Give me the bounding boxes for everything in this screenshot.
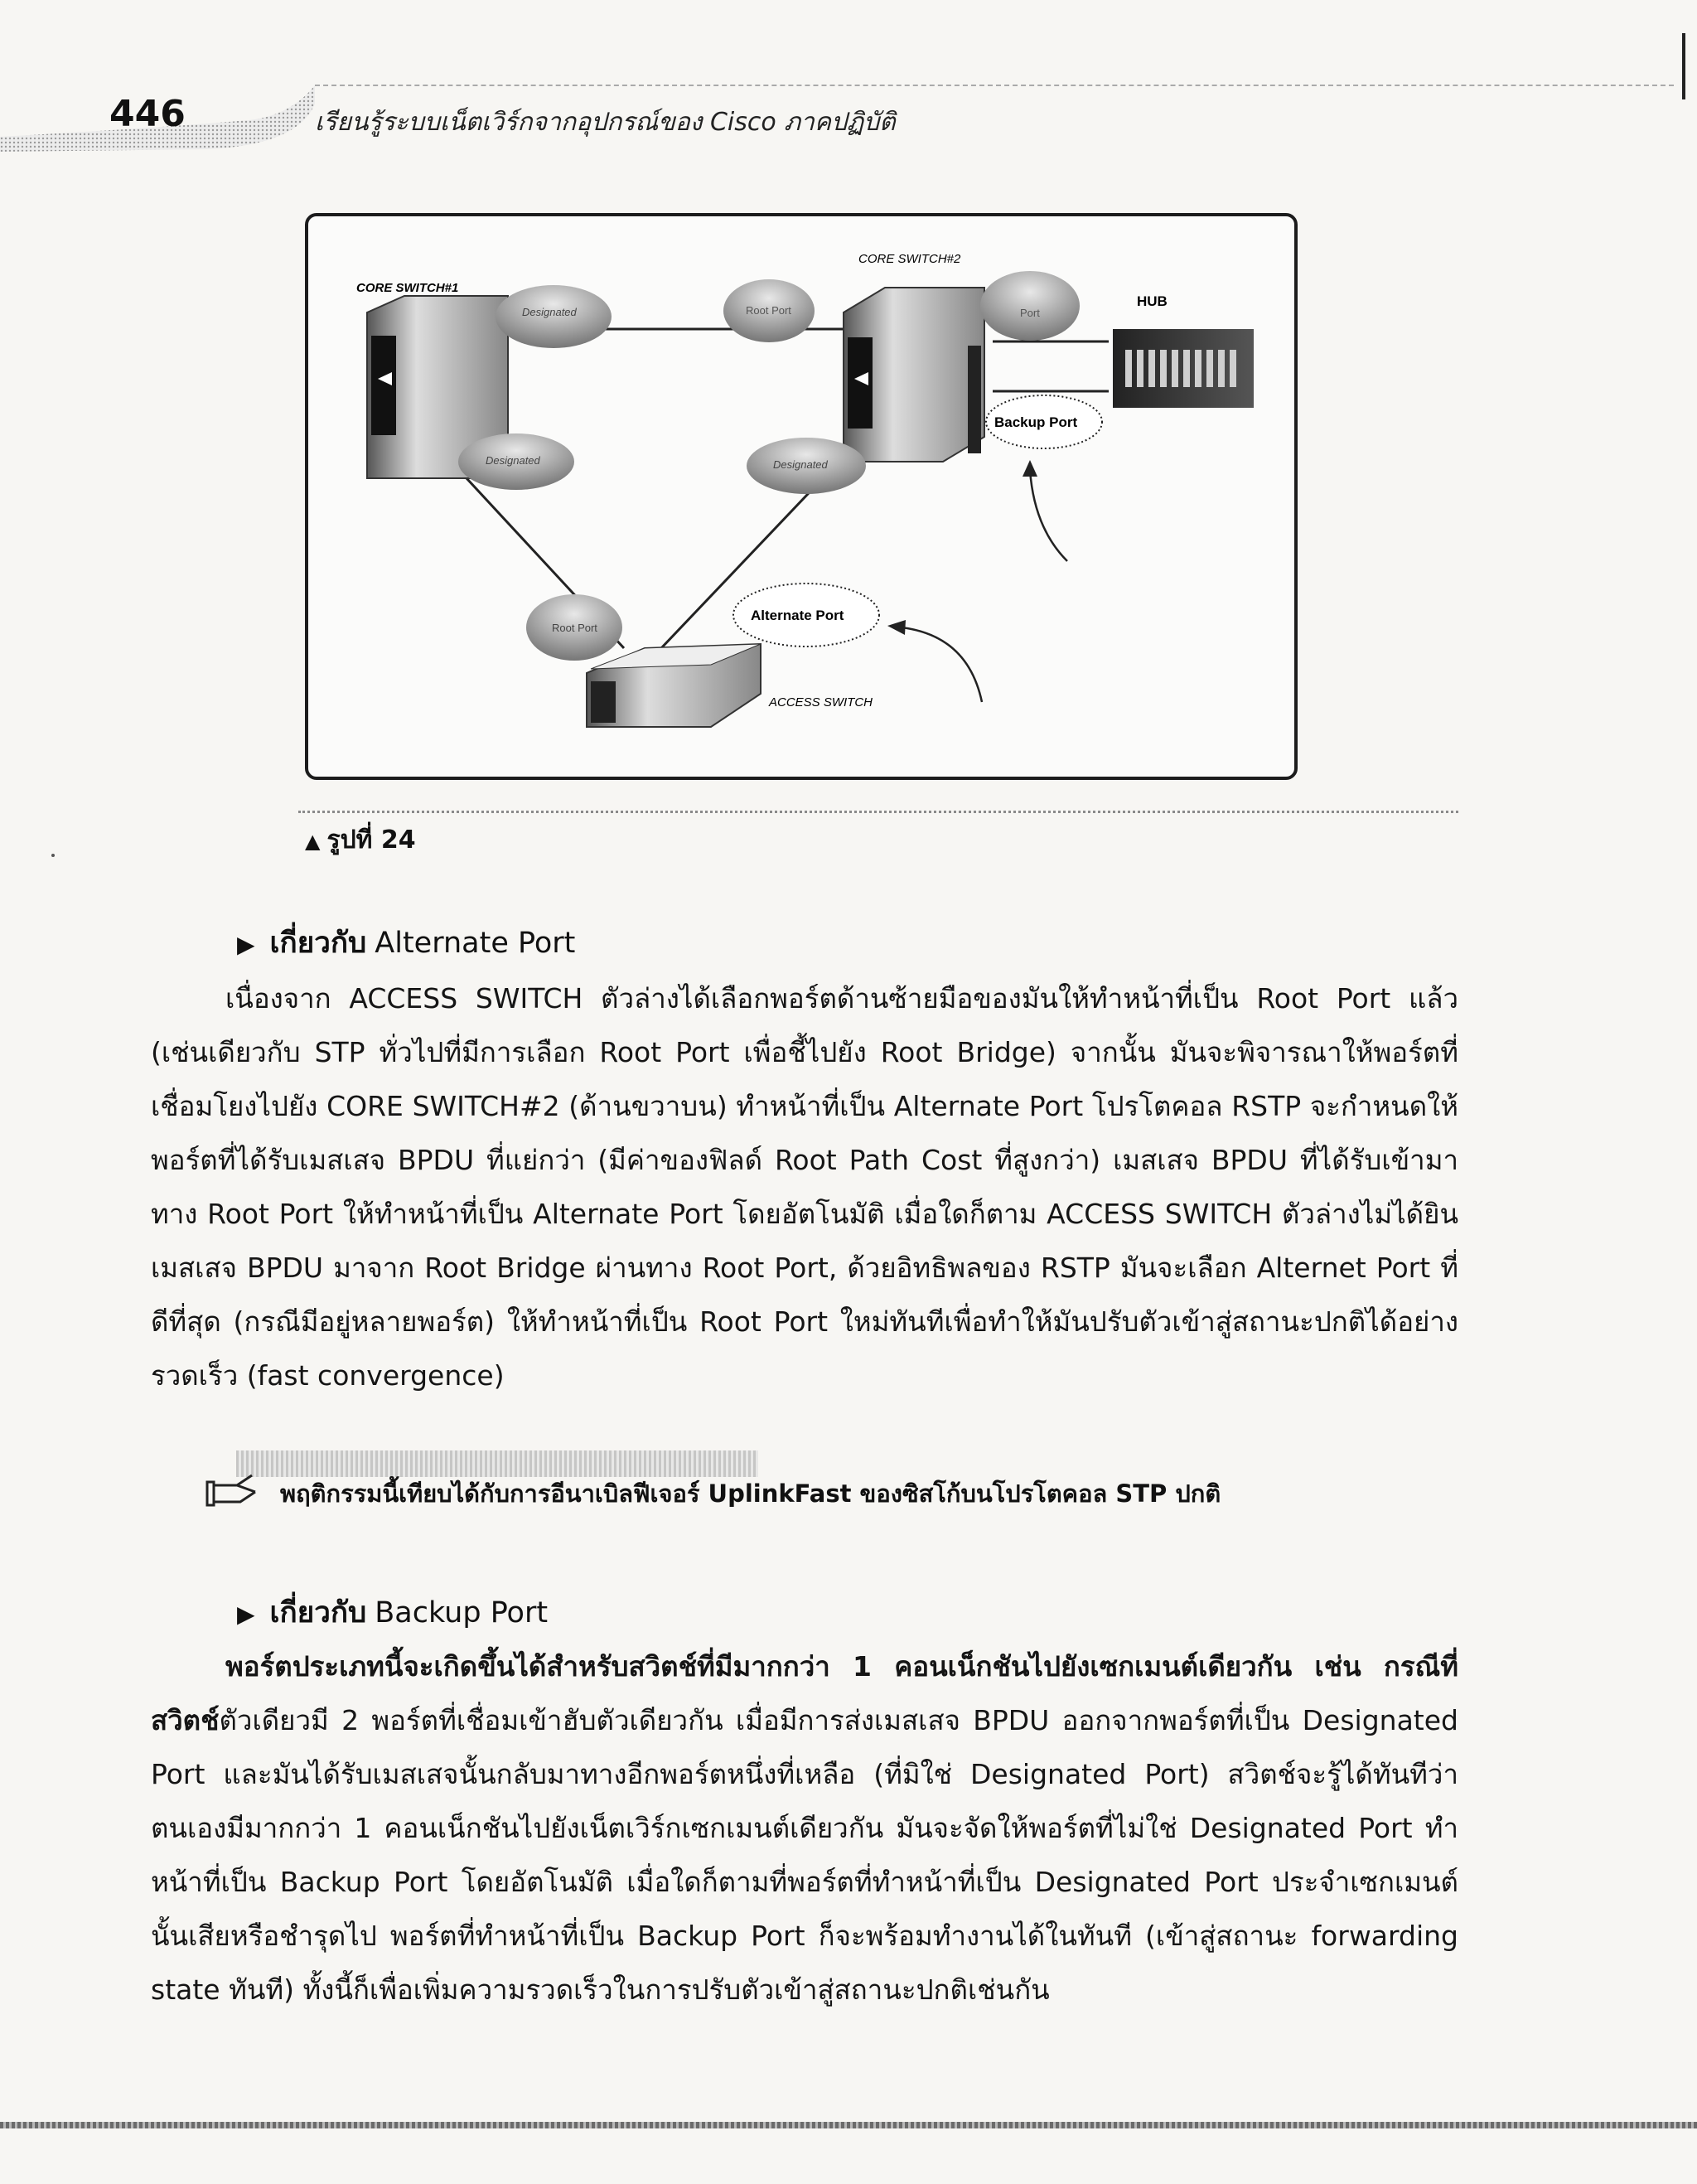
paragraph-backup-rest: ตัวเดียวมี 2 พอร์ตที่เชื่อมเข้าฮับตัวเดียวกัน เมื่อมีการส่งเมสเสจ BPDU ออกจากพอร์ตที่เป็น Designated Port และมันได้รับเมสเสจนั้นกลับมาทางอีกพอร์ตหนึ่งที่เหลือ (ที่มิใช่ Designated Port) สวิตช์จะรู้ได้ทันทีว่าตนเองมีมากกว่า 1 คอนเน็กชันไปยังเน็ตเวิร์กเซกเมนต์เดียวกัน มันจะจัดให้พอร์ตที่ไม่ใช่ Designated Port ทำหน้าที่เป็น Backup Port โดยอัตโนมัติ เมื่อใดก็ตามที่พอร์ตที่ทำหน้าที่เป็น Designated Port ประจำเซกเมนต์นั้นเสียหรือชำรุดไป พอร์ตที่ทำหน้าที่เป็น Backup Port ก็จะพร้อมทำงานได้ในทันที (เข้าสู่สถานะ forwarding state ทันที) ทั้งนี้ก็เพื่อเพิ่มความรวดเร็วในการปรับตัวเข้าสู่สถานะปกติเช่นกัน xyxy=(151,1704,1458,2006)
hub-label: HUB xyxy=(1137,293,1168,309)
core-switch-1-label: CORE SWITCH#1 xyxy=(356,281,459,295)
section-bullet-icon: ▶ xyxy=(237,931,255,958)
running-title: เรียนรู้ระบบเน็ตเวิร์กจากอุปกรณ์ของ Cisco ภาคปฏิบัติ xyxy=(315,108,896,137)
section-heading-alternate xyxy=(237,920,575,966)
note-highlight-bar xyxy=(236,1450,758,1477)
designated-port-top-label: Designated xyxy=(522,306,577,318)
core-switch-2-label: CORE SWITCH#2 xyxy=(858,252,961,266)
designated-port-right-label: Designated xyxy=(773,458,828,471)
designated-port-left-label: Designated xyxy=(486,454,540,467)
arrow-to-backup-port xyxy=(1023,460,1067,561)
access-switch-label: ACCESS SWITCH xyxy=(769,695,873,709)
paragraph-backup-lead: พอร์ตประเภทนี้จะเกิดขึ้นได้สำหรับสวิตช์ที่มีมากกว่า 1 คอนเน็กชันไปยังเซกเมนต์เดียวกัน เช่น กรณีที่สวิตช์ xyxy=(151,1650,1458,1736)
page-edge-mark xyxy=(1682,33,1685,99)
arrow-to-alternate-port xyxy=(887,620,982,702)
figure-caption-text: รูปที่ 24 xyxy=(326,826,416,855)
footer-rule xyxy=(0,2122,1697,2128)
root-port-bubble-bottom xyxy=(526,594,622,661)
backup-port-callout xyxy=(986,395,1102,448)
scan-speck xyxy=(51,854,55,857)
alternate-port-label: Alternate Port xyxy=(751,608,844,623)
paragraph-backup-port xyxy=(151,1639,1458,2017)
designated-port-bubble-right xyxy=(747,438,866,494)
section-heading-backup-thai: เกี่ยวกับ xyxy=(269,1596,367,1630)
section-heading-alternate-en: Alternate Port xyxy=(375,927,576,960)
note-text: พฤติกรรมนี้เทียบได้กับการอีนาเบิลฟีเจอร์ UplinkFast ของซิสโก้บนโปรโตคอล STP ปกติ xyxy=(280,1479,1221,1508)
hub-side-port-label: Port xyxy=(1020,307,1040,319)
root-port-top-label: Root Port xyxy=(746,304,791,317)
triangle-icon: ▲ xyxy=(305,830,321,853)
designated-port-bubble-left xyxy=(458,433,574,490)
designated-port-bubble-top xyxy=(496,285,612,348)
core-switch-2-icon xyxy=(844,288,984,462)
access-switch-icon xyxy=(587,644,761,727)
page-number: 446 xyxy=(109,93,186,135)
section-heading-alternate-thai: เกี่ยวกับ xyxy=(269,927,367,960)
section-heading-backup-en: Backup Port xyxy=(375,1596,549,1630)
rstp-topology-diagram xyxy=(305,213,1298,780)
figure-caption xyxy=(305,821,416,860)
pointing-hand-icon xyxy=(204,1470,262,1512)
hub-icon xyxy=(1113,329,1254,408)
designated-port-bubble-hub xyxy=(980,271,1080,341)
root-port-bottom-label: Root Port xyxy=(552,622,597,634)
paragraph-alternate-port: เนื่องจาก ACCESS SWITCH ตัวล่างได้เลือกพอร์ตด้านซ้ายมือของมันให้ทำหน้าที่เป็น Root Port แล้ว (เช่นเดียวกับ STP ทั่วไปที่มีการเลือก Root Port เพื่อชี้ไปยัง Root Bridge) จากนั้น มันจะพิจารณาให้พอร์ตที่เชื่อมโยงไปยัง CORE SWITCH#2 (ด้านขวาบน) ทำหน้าที่เป็น Alternate Port โปรโตคอล RSTP จะกำหนดให้พอร์ตที่ได้รับเมสเสจ BPDU ที่แย่กว่า (มีค่าของฟิลด์ Root Path Cost ที่สูงกว่า) เมสเสจ BPDU ที่ได้รับเข้ามาทาง Root Port ให้ทำหน้าที่เป็น Alternate Port โดยอัตโนมัติ เมื่อใดก็ตาม ACCESS SWITCH ตัวล่างไม่ได้ยินเมสเสจ BPDU มาจาก Root Bridge ผ่านทาง Root Port, ด้วยอิทธิพลของ RSTP มันจะเลือก Alternet Port ที่ดีที่สุด (กรณีมีอยู่หลายพอร์ต) ให้ทำหน้าที่เป็น Root Port ใหม่ทันทีเพื่อทำให้มันปรับตัวเข้าสู่สถานะปกติได้อย่างรวดเร็ว (fast convergence) xyxy=(151,982,1458,1392)
section-heading-backup xyxy=(237,1590,548,1635)
backup-port-label: Backup Port xyxy=(994,414,1078,430)
section-bullet-icon: ▶ xyxy=(237,1600,255,1628)
header-rule xyxy=(315,85,1674,86)
figure-rule xyxy=(298,811,1458,813)
root-port-bubble-top xyxy=(723,279,815,342)
alternate-port-callout xyxy=(733,584,879,646)
